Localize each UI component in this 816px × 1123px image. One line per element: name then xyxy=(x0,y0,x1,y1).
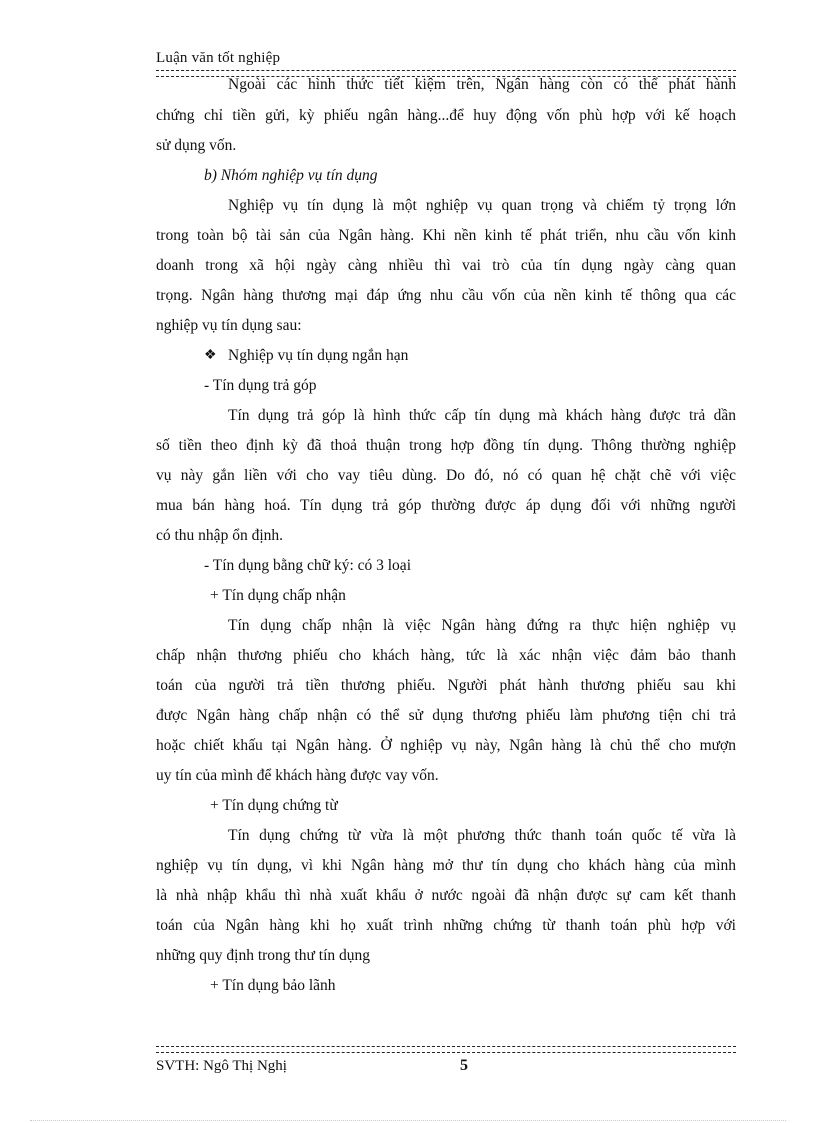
body-line: Tín dụng chấp nhận là việc Ngân hàng đứng ra thực hiện nghiệp vụ xyxy=(228,617,736,634)
body-line: nghiệp vụ tín dụng, vì khi Ngân hàng mở thư tín dụng cho khách hàng của mình xyxy=(156,857,736,874)
body-line: Ngoài các hình thức tiết kiệm trên, Ngân hàng còn có thể phát hành xyxy=(228,76,736,93)
body-line: được Ngân hàng chấp nhận có thể sử dụng thương phiếu làm phương tiện chi trả xyxy=(156,707,736,724)
body-line: hoặc chiết khấu tại Ngân hàng. Ở nghiệp vụ này, Ngân hàng là chủ thể cho mượn xyxy=(156,737,736,754)
section-heading: b) Nhóm nghiệp vụ tín dụng xyxy=(204,167,378,184)
bullet-heading: Nghiệp vụ tín dụng ngắn hạn xyxy=(228,347,409,364)
diamond-bullet-icon: ❖ xyxy=(204,348,217,363)
sub-sub-heading: + Tín dụng chấp nhận xyxy=(210,587,346,604)
body-line: nghiệp vụ tín dụng sau: xyxy=(156,317,302,334)
body-line: Tín dụng chứng từ vừa là một phương thức thanh toán quốc tế vừa là xyxy=(228,827,736,844)
body-line: uy tín của mình để khách hàng được vay vốn. xyxy=(156,767,439,784)
body-line: là nhà nhập khẩu thì nhà xuất khẩu ở nước ngoài đã nhận được sự cam kết thanh xyxy=(156,887,736,904)
body-line: mua bán hàng hoá. Tín dụng trả góp thường được áp dụng đối với những người xyxy=(156,497,736,514)
body-line: toán của người trả tiền thương phiếu. Người phát hành thương phiếu sau khi xyxy=(156,677,736,694)
body-line: chứng chỉ tiền gửi, kỳ phiếu ngân hàng...để huy động vốn phù hợp với kế hoạch xyxy=(156,107,736,124)
sub-heading: - Tín dụng trả góp xyxy=(204,377,317,394)
body-line: trọng. Ngân hàng thương mại đáp ứng nhu cầu vốn của nền kinh tế thông qua các xyxy=(156,287,736,304)
body-line: có thu nhập ổn định. xyxy=(156,527,283,544)
footer-rule xyxy=(156,1046,736,1053)
body-line: Tín dụng trả góp là hình thức cấp tín dụng mà khách hàng được trả dần xyxy=(228,407,736,424)
body-line: chấp nhận thương phiếu cho khách hàng, tức là xác nhận việc đảm bảo thanh xyxy=(156,647,736,664)
body-line: vụ này gắn liền với cho vay tiêu dùng. Do đó, nó có quan hệ chặt chẽ với việc xyxy=(156,467,736,484)
body-line: doanh trong xã hội ngày càng nhiều thì vai trò của tín dụng ngày càng quan xyxy=(156,257,736,274)
body-line: Nghiệp vụ tín dụng là một nghiệp vụ quan trọng và chiếm tỷ trọng lớn xyxy=(228,197,736,214)
sub-sub-heading: + Tín dụng chứng từ xyxy=(210,797,338,814)
page-header-title: Luận văn tốt nghiệp xyxy=(156,50,281,66)
body-line: toán của Ngân hàng khi họ xuất trình những chứng từ thanh toán phù hợp với xyxy=(156,917,736,934)
body-line: số tiền theo định kỳ đã thoả thuận trong hợp đồng tín dụng. Thông thường nghiệp xyxy=(156,437,736,454)
sub-sub-heading: + Tín dụng bảo lãnh xyxy=(210,977,336,994)
body-line: sử dụng vốn. xyxy=(156,137,237,154)
page-number: 5 xyxy=(460,1057,468,1074)
page-bottom-edge xyxy=(30,1120,786,1121)
body-line: trong toàn bộ tài sản của Ngân hàng. Khi nền kinh tế phát triển, nhu cầu vốn kinh xyxy=(156,227,736,244)
footer-author: SVTH: Ngô Thị Nghị xyxy=(156,1058,287,1074)
sub-heading: - Tín dụng bằng chữ ký: có 3 loại xyxy=(204,557,411,574)
body-line: những quy định trong thư tín dụng xyxy=(156,947,370,964)
